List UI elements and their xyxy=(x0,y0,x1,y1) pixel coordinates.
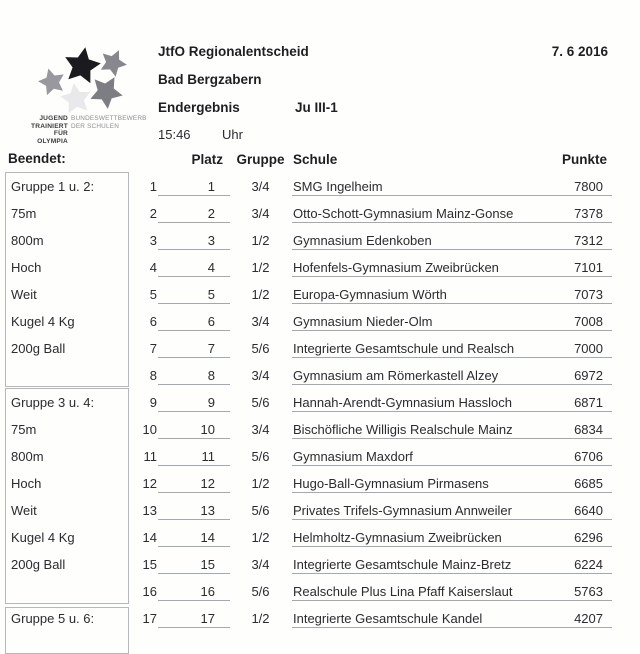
event-label: 75m xyxy=(11,422,37,437)
schule-name: Integrierte Gesamtschule und Realsch xyxy=(293,341,515,356)
punkte-value: 4207 xyxy=(574,611,603,626)
page-title: JtfO Regionalentscheid xyxy=(158,44,309,59)
gruppe-cell: 1/2 xyxy=(251,287,270,302)
punkte-value: 7000 xyxy=(574,341,603,356)
schule-name: Bischöfliche Willigis Realschule Mainz xyxy=(293,422,513,437)
schule-punkte-cell xyxy=(292,529,612,547)
logo-line: OLYMPIA xyxy=(37,137,68,145)
row-number: 9 xyxy=(149,395,157,410)
punkte-value: 7378 xyxy=(574,206,603,221)
gruppe-cell: 5/6 xyxy=(251,503,270,518)
event-label: Kugel 4 Kg xyxy=(11,530,75,545)
platz-cell: 12 xyxy=(158,475,230,493)
schule-name: Gymnasium am Römerkastell Alzey xyxy=(293,368,499,383)
time-unit-label: Uhr xyxy=(222,127,243,142)
schule-punkte-cell xyxy=(292,502,612,520)
event-label: 200g Ball xyxy=(11,341,66,356)
table-row xyxy=(135,286,615,303)
schule-punkte-cell xyxy=(292,205,612,223)
gruppe-cell: 5/6 xyxy=(251,395,270,410)
logo-text-right xyxy=(71,115,147,130)
gruppe-cell: 1/2 xyxy=(251,530,270,545)
punkte-value: 6834 xyxy=(574,422,603,437)
punkte-value: 6706 xyxy=(574,449,603,464)
row-number: 5 xyxy=(149,287,157,302)
logo-text-left xyxy=(30,115,68,145)
schule-punkte-cell xyxy=(292,340,612,358)
schule-name: Hugo-Ball-Gymnasium Pirmasens xyxy=(293,476,489,491)
platz-cell: 15 xyxy=(158,556,230,574)
schule-punkte-cell xyxy=(292,232,612,250)
row-number: 1 xyxy=(149,179,157,194)
platz-cell: 7 xyxy=(158,340,230,358)
schule-name: Integrierte Gesamtschule Kandel xyxy=(293,611,483,626)
star-icon xyxy=(85,69,128,112)
punkte-value: 6972 xyxy=(574,368,603,383)
column-header-gruppe: Gruppe xyxy=(236,152,285,167)
platz-cell: 1 xyxy=(158,178,230,196)
gruppe-cell: 1/2 xyxy=(251,233,270,248)
group-title: Gruppe 5 u. 6: xyxy=(11,611,95,626)
row-number: 13 xyxy=(142,503,157,518)
jto-logo-stars xyxy=(36,46,146,116)
row-number: 6 xyxy=(149,314,157,329)
schule-name: Hofenfels-Gymnasium Zweibrücken xyxy=(293,260,499,275)
row-number: 8 xyxy=(149,368,157,383)
schule-punkte-cell xyxy=(292,367,612,385)
logo-line: JUGEND xyxy=(39,115,68,122)
punkte-value: 5763 xyxy=(574,584,603,599)
punkte-value: 6224 xyxy=(574,557,603,572)
schule-name: Privates Trifels-Gymnasium Annweiler xyxy=(293,503,512,518)
event-label: Weit xyxy=(11,503,37,518)
table-row xyxy=(135,205,615,222)
punkte-value: 7008 xyxy=(574,314,603,329)
punkte-value: 6871 xyxy=(574,395,603,410)
row-number: 16 xyxy=(142,584,157,599)
row-number: 12 xyxy=(142,476,157,491)
punkte-value: 6685 xyxy=(574,476,603,491)
row-number: 17 xyxy=(142,611,157,626)
schule-punkte-cell xyxy=(292,286,612,304)
event-label: 800m xyxy=(11,449,44,464)
gruppe-cell: 3/4 xyxy=(251,314,270,329)
platz-cell: 14 xyxy=(158,529,230,547)
column-header-punkte: Punkte xyxy=(561,152,607,167)
schule-punkte-cell xyxy=(292,610,612,628)
punkte-value: 7101 xyxy=(574,260,603,275)
gruppe-cell: 5/6 xyxy=(251,341,270,356)
column-header-platz: Platz xyxy=(191,152,223,167)
table-row xyxy=(135,259,615,276)
gruppe-cell: 3/4 xyxy=(251,422,270,437)
table-row xyxy=(135,340,615,357)
row-number: 4 xyxy=(149,260,157,275)
punkte-value: 6296 xyxy=(574,530,603,545)
platz-cell: 5 xyxy=(158,286,230,304)
event-label: Kugel 4 Kg xyxy=(11,314,75,329)
platz-cell: 16 xyxy=(158,583,230,601)
star-icon xyxy=(62,46,104,84)
gruppe-cell: 5/6 xyxy=(251,449,270,464)
gruppe-cell: 3/4 xyxy=(251,557,270,572)
event-date: 7. 6 2016 xyxy=(551,44,608,59)
table-row xyxy=(135,313,615,330)
gruppe-cell: 1/2 xyxy=(251,611,270,626)
schule-name: Gymnasium Edenkoben xyxy=(293,233,432,248)
schule-punkte-cell xyxy=(292,313,612,331)
table-row xyxy=(135,421,615,438)
gruppe-cell: 3/4 xyxy=(251,206,270,221)
logo-line: DER SCHULEN xyxy=(71,122,120,130)
column-header-schule: Schule xyxy=(293,152,338,167)
platz-cell: 13 xyxy=(158,502,230,520)
star-icon xyxy=(96,46,131,79)
schule-punkte-cell xyxy=(292,259,612,277)
schule-name: Hannah-Arendt-Gymnasium Hassloch xyxy=(293,395,512,410)
schule-name: SMG Ingelheim xyxy=(293,179,383,194)
schule-punkte-cell xyxy=(292,556,612,574)
schule-name: Europa-Gymnasium Wörth xyxy=(293,287,447,302)
gruppe-cell: 1/2 xyxy=(251,260,270,275)
row-number: 7 xyxy=(149,341,157,356)
age-class-label: Ju III-1 xyxy=(295,100,338,115)
punkte-value: 7800 xyxy=(574,179,603,194)
row-number: 2 xyxy=(149,206,157,221)
schule-name: Integrierte Gesamtschule Mainz-Bretz xyxy=(293,557,512,572)
print-time: 15:46 xyxy=(158,127,191,142)
gruppe-cell: 3/4 xyxy=(251,368,270,383)
schule-name: Helmholtz-Gymnasium Zweibrücken xyxy=(293,530,502,545)
event-label: Hoch xyxy=(11,260,42,275)
event-label: 75m xyxy=(11,206,37,221)
result-type-label: Endergebnis xyxy=(158,100,240,115)
group-title: Gruppe 3 u. 4: xyxy=(11,395,95,410)
row-number: 3 xyxy=(149,233,157,248)
schule-punkte-cell xyxy=(292,448,612,466)
schule-name: Otto-Schott-Gymnasium Mainz-Gonse xyxy=(293,206,514,221)
platz-cell: 8 xyxy=(158,367,230,385)
platz-cell: 4 xyxy=(158,259,230,277)
platz-cell: 6 xyxy=(158,313,230,331)
table-row xyxy=(135,475,615,492)
star-icon xyxy=(36,65,68,96)
table-row xyxy=(135,394,615,411)
table-row xyxy=(135,583,615,600)
platz-cell: 2 xyxy=(158,205,230,223)
star-icon xyxy=(59,81,93,114)
punkte-value: 6640 xyxy=(574,503,603,518)
platz-cell: 3 xyxy=(158,232,230,250)
schule-punkte-cell xyxy=(292,178,612,196)
platz-cell: 9 xyxy=(158,394,230,412)
results-table xyxy=(135,0,615,638)
table-row xyxy=(135,610,615,627)
table-row xyxy=(135,178,615,195)
schule-punkte-cell xyxy=(292,394,612,412)
table-row xyxy=(135,367,615,384)
row-number: 15 xyxy=(142,557,157,572)
schule-name: Gymnasium Nieder-Olm xyxy=(293,314,433,329)
table-row xyxy=(135,556,615,573)
platz-cell: 17 xyxy=(158,610,230,628)
schule-name: Realschule Plus Lina Pfaff Kaiserslaut xyxy=(293,584,513,599)
schule-punkte-cell xyxy=(292,583,612,601)
event-location: Bad Bergzabern xyxy=(158,72,262,87)
event-label: Weit xyxy=(11,287,37,302)
gruppe-cell: 5/6 xyxy=(251,584,270,599)
gruppe-cell: 3/4 xyxy=(251,179,270,194)
table-row xyxy=(135,502,615,519)
row-number: 14 xyxy=(142,530,157,545)
logo-line: BUNDESWETTBEWERB xyxy=(71,115,147,122)
schule-punkte-cell xyxy=(292,421,612,439)
group-title: Gruppe 1 u. 2: xyxy=(11,179,95,194)
gruppe-cell: 1/2 xyxy=(251,476,270,491)
logo-line: FÜR xyxy=(53,130,68,138)
schule-name: Gymnasium Maxdorf xyxy=(293,449,413,464)
punkte-value: 7312 xyxy=(574,233,603,248)
event-label: 200g Ball xyxy=(11,557,66,572)
event-label: Hoch xyxy=(11,476,42,491)
finished-events-heading: Beendet: xyxy=(8,151,66,166)
logo-line: TRAINIERT xyxy=(31,122,68,130)
row-number: 11 xyxy=(143,449,157,464)
event-label: 800m xyxy=(11,233,44,248)
platz-cell: 11 xyxy=(158,448,230,466)
row-number: 10 xyxy=(142,422,157,437)
platz-cell: 10 xyxy=(158,421,230,439)
table-row xyxy=(135,448,615,465)
table-row xyxy=(135,232,615,249)
table-row xyxy=(135,529,615,546)
punkte-value: 7073 xyxy=(574,287,603,302)
schule-punkte-cell xyxy=(292,475,612,493)
